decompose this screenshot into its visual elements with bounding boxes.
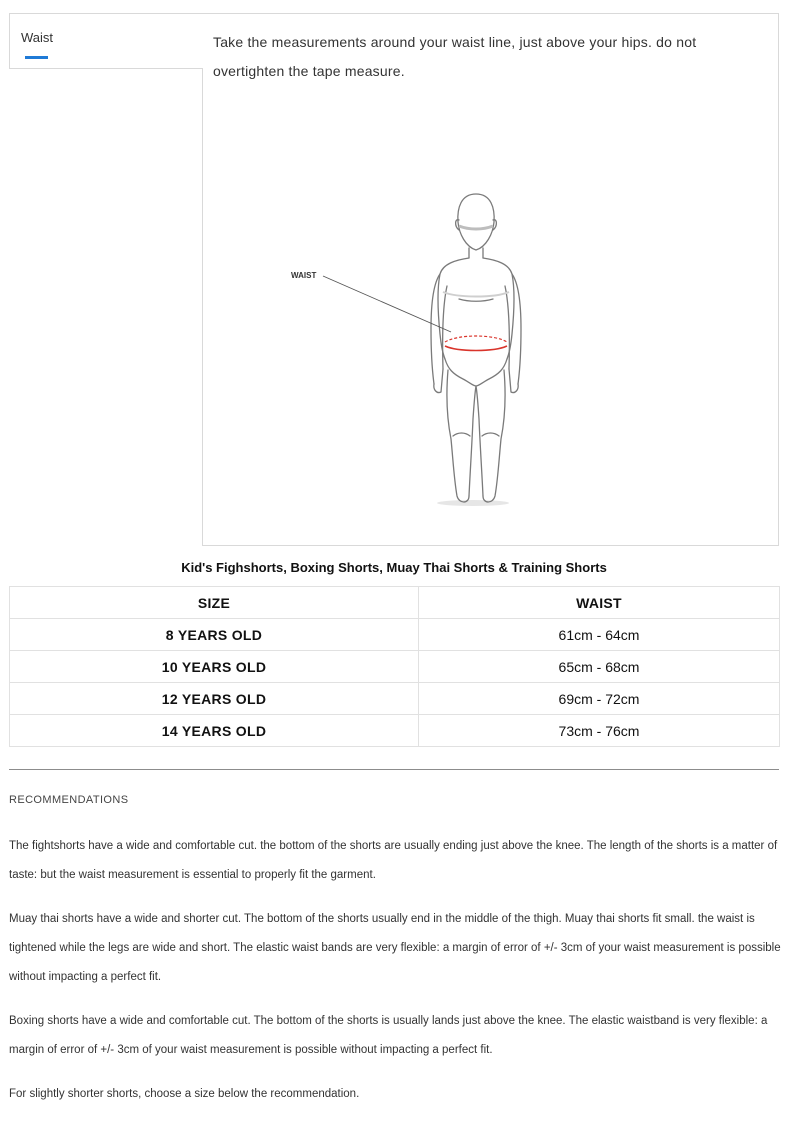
waist-measure-line [445,346,507,351]
size-cell: 8 YEARS OLD [10,619,419,651]
waist-cell: 65cm - 68cm [419,651,780,683]
recommendation-paragraph-boxing: Boxing shorts have a wide and comfortable cut. The bottom of the shorts is usually lands just above the knee. The elastic waistband is very flexible: a margin of error of +/- 3cm of your waist measurement is possible without impacting a perfect fit. [9,1015,768,1056]
table-row [10,683,780,715]
child-body-figure [283,174,543,514]
waist-figure-label: WAIST [291,271,317,280]
waist-instruction: Take the measurements around your waist line, just above your hips. do not overtighten the tape measure. [213,34,697,79]
table-row [10,715,780,747]
recommendations-heading: RECOMMENDATIONS [9,794,129,806]
waist-cell: 73cm - 76cm [419,715,780,747]
waist-cell: 61cm - 64cm [419,619,780,651]
tab-waist[interactable] [9,13,202,69]
tab-waist-label: Waist [21,30,54,45]
size-cell: 14 YEARS OLD [10,715,419,747]
recommendation-paragraph-muay-thai: Muay thai shorts have a wide and shorter cut. The bottom of the shorts usually end in the middle of the thigh. Muay thai shorts fit small. the waist is tightened while the legs are wide and short. The elastic waist bands are very flexible: a margin of error of +/- 3cm of your waist measurement is possible without impacting a perfect fit. [9,913,781,983]
measurement-tabs [9,13,779,546]
column-header-size: SIZE [10,587,419,619]
size-table-title: Kid's Fighshorts, Boxing Shorts, Muay Thai Shorts & Training Shorts [181,560,607,575]
size-cell: 10 YEARS OLD [10,651,419,683]
recommendation-paragraph-fightshorts: The fightshorts have a wide and comfortable cut. the bottom of the shorts are usually ending just above the knee. The length of the shorts is a matter of taste: but the waist measurement is essential to properly fit the garment. [9,840,778,881]
size-chart-table [9,586,780,747]
tab-panel-waist [202,13,779,546]
table-row [10,651,780,683]
section-divider [9,769,779,770]
tab-panel-join [202,14,203,68]
recommendations-body [9,832,781,1124]
recommendation-paragraph-shorter: For slightly shorter shorts, choose a size below the recommendation. [9,1088,360,1100]
table-header-row [10,587,780,619]
size-cell: 12 YEARS OLD [10,683,419,715]
tab-active-indicator [25,56,48,59]
child-body-illustration [283,174,543,514]
column-header-waist: WAIST [419,587,780,619]
table-row [10,619,780,651]
waist-cell: 69cm - 72cm [419,683,780,715]
